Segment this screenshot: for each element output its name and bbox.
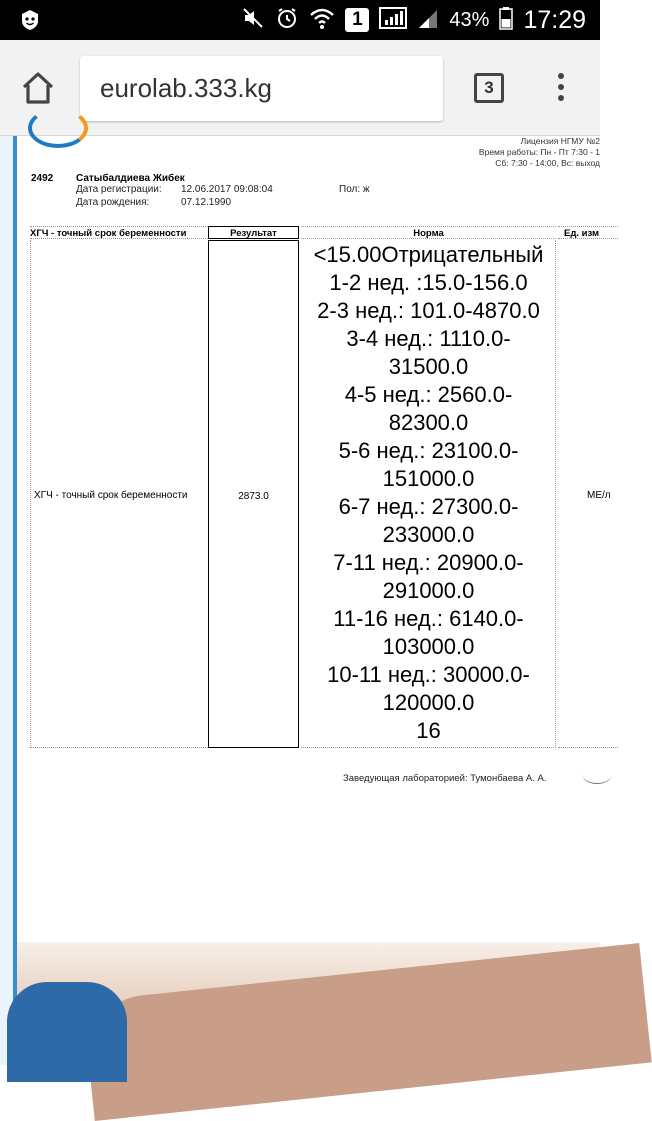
signature-line: Заведующая лабораторией: Тумонбаева А. А. [343, 773, 547, 784]
norm-line: 1-2 нед. :15.0-156.0 [329, 270, 528, 295]
registration-label: Дата регистрации: [76, 184, 162, 195]
registration-date: 12.06.2017 09:08:04 [181, 184, 273, 195]
web-page[interactable] [0, 136, 611, 1065]
norm-line: 11-16 нед.: 6140.0- [333, 606, 524, 631]
signal-2-icon [417, 6, 439, 35]
license-line: Лицензия НГМУ №2 [520, 136, 600, 146]
wifi-icon [309, 6, 335, 35]
browser-toolbar [0, 40, 600, 136]
norm-line: 5-6 нед.: 23100.0- [338, 438, 519, 463]
clock: 17:29 [523, 5, 586, 34]
signal-icon [379, 6, 407, 35]
sim-slot-badge: 1 [345, 8, 369, 32]
license-line: Время работы: Пн - Пт 7:30 - 1 [478, 147, 600, 157]
tab-switcher-button[interactable]: 3 [474, 73, 504, 103]
patient-sex: Пол: ж [339, 184, 370, 195]
header-norm: Норма [301, 226, 556, 239]
norm-line: <15.00Отрицательный [313, 242, 544, 267]
patient-name: Сатыбалдиева Жибек [76, 173, 185, 184]
header-result: Результат [208, 226, 299, 239]
patient-id: 2492 [31, 173, 54, 184]
status-bar [0, 0, 600, 40]
license-line: Сб: 7:30 - 14:00, Вс: выход [495, 158, 600, 168]
norm-line: 7-11 нед.: 20900.0- [333, 550, 524, 575]
header-test: ХГЧ - точный срок беременности [30, 226, 208, 239]
url-text[interactable]: eurolab.333.kg [100, 73, 273, 103]
unit-value: МЕ/л [587, 490, 611, 501]
background-photo [17, 942, 600, 1065]
cell-test [30, 240, 208, 748]
home-button[interactable] [18, 68, 58, 108]
norm-line: 4-5 нед.: 2560.0- [344, 382, 513, 407]
address-bar[interactable] [80, 56, 443, 121]
norm-line: 120000.0 [382, 690, 475, 715]
license-info [479, 136, 600, 169]
handwritten-signature [582, 764, 612, 784]
app-notification-icon [18, 8, 42, 37]
lab-logo [28, 108, 88, 148]
norm-line: 291000.0 [382, 578, 475, 603]
norm-line: 3-4 нед.: 1110.0- [346, 326, 511, 351]
battery-icon [499, 6, 513, 35]
overflow-menu-button[interactable] [551, 70, 571, 106]
menu-dot [558, 73, 564, 79]
norm-line: 31500.0 [388, 354, 469, 379]
photo-sleeve [7, 982, 127, 1082]
norm-ranges [301, 241, 556, 745]
menu-dot [558, 95, 564, 101]
mute-icon [241, 6, 265, 35]
norm-line: 2-3 нед.: 101.0-4870.0 [317, 298, 540, 323]
menu-dot [558, 84, 564, 90]
dob-value: 07.12.1990 [181, 197, 232, 208]
battery-percent: 43% [449, 8, 490, 31]
norm-line: 103000.0 [382, 634, 475, 659]
result-value: 2873.0 [238, 491, 269, 502]
header-unit: Ед. изм [558, 226, 618, 239]
home-icon [18, 68, 58, 108]
norm-line: 82300.0 [388, 410, 469, 435]
alarm-icon [275, 6, 299, 35]
norm-line: 151000.0 [382, 466, 475, 491]
test-name: ХГЧ - точный срок беременности [34, 490, 188, 501]
cell-unit [558, 240, 618, 748]
norm-line: 10-11 нед.: 30000.0- [327, 662, 530, 687]
cell-norm [301, 240, 556, 748]
dob-label: Дата рождения: [76, 197, 150, 208]
left-decoration [0, 136, 17, 1065]
photo-hand [82, 943, 651, 1121]
norm-line: 6-7 нед.: 27300.0- [338, 494, 519, 519]
cell-result [208, 240, 299, 748]
norm-line: 233000.0 [382, 522, 475, 547]
norm-line: 16 [416, 718, 441, 743]
